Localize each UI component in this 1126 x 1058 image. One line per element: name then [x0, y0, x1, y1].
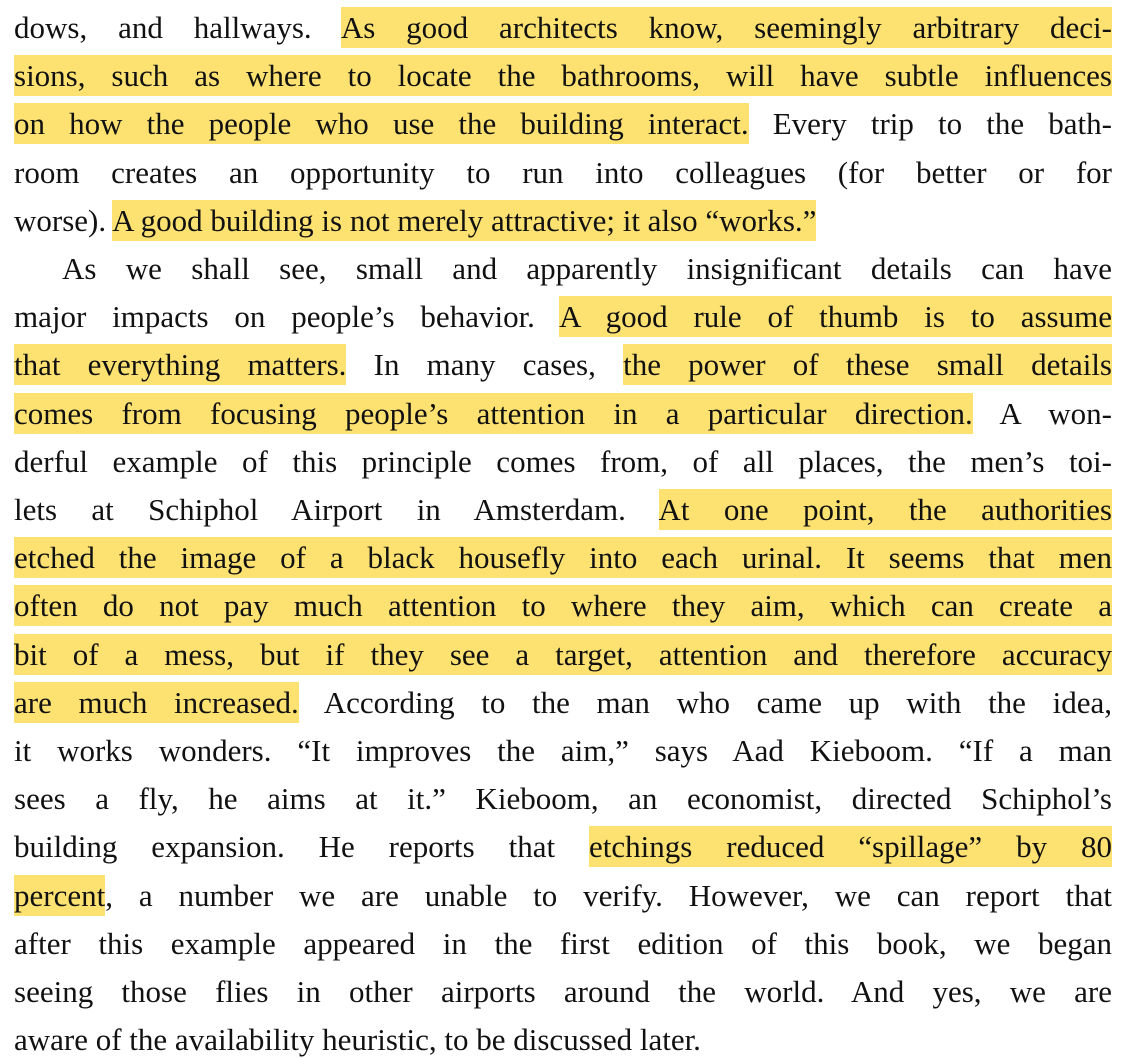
highlighted-text: A good building is not merely attractive; it also “works.”	[112, 200, 816, 241]
plain-text: In many cases,	[346, 347, 624, 383]
plain-text: room creates an opportunity to run into colleagues (for better or for	[14, 154, 1112, 190]
text-line	[14, 293, 1112, 341]
text-line	[14, 341, 1112, 389]
text-line	[14, 100, 1112, 148]
plain-text: lets at Schiphol Airport in Amsterdam.	[14, 492, 659, 527]
text-line	[62, 245, 1112, 293]
text-line	[14, 197, 816, 245]
plain-text: sees a fly, he aims at it.” Kieboom, an economist, directed Schiphol’s	[14, 781, 1112, 817]
text-line	[14, 727, 1112, 775]
text-line	[14, 920, 1112, 968]
plain-text: building expansion. He reports that	[14, 829, 590, 865]
plain-text: Every trip to the bath-	[748, 106, 1112, 142]
highlighted-text: on how the people who use the building interact.	[14, 103, 749, 144]
plain-text: major impacts on people’s behavior.	[14, 299, 560, 335]
highlighted-text: sions, such as where to locate the bathrooms, will have subtle influences	[14, 55, 1112, 96]
text-line	[14, 52, 1112, 100]
plain-text: A won-	[972, 395, 1112, 431]
text-line	[14, 486, 1112, 534]
plain-text: dows, and hallways.	[14, 10, 341, 45]
plain-text: after this example appeared in the first edition of this book, we began	[14, 925, 1112, 961]
highlighted-text: etched the image of a black housefly into each urinal. It seems that men	[14, 537, 1112, 578]
highlighted-text: that everything matters.	[14, 344, 346, 385]
plain-text: aware of the availability heuristic, to be discussed later.	[14, 1022, 701, 1058]
plain-text: worse).	[14, 202, 113, 238]
highlighted-text: often do not pay much attention to where they aim, which can create a	[14, 585, 1112, 626]
text-line	[14, 1016, 701, 1058]
text-line	[14, 823, 1112, 871]
text-line	[14, 631, 1112, 679]
text-line	[14, 775, 1112, 823]
text-line	[14, 582, 1112, 630]
highlighted-text: are much increased.	[14, 682, 299, 723]
plain-text: As we shall see, small and apparently insignificant details can have	[62, 251, 1112, 286]
plain-text: , a number we are unable to verify. However, we can report that	[105, 877, 1112, 913]
plain-text: seeing those flies in other airports around the world. And yes, we are	[14, 974, 1112, 1009]
text-line	[14, 968, 1112, 1016]
text-line	[14, 534, 1112, 582]
plain-text: According to the man who came up with the idea,	[298, 684, 1112, 720]
highlighted-text: the power of these small details	[623, 344, 1112, 385]
highlighted-text: A good rule of thumb is to assume	[559, 296, 1112, 337]
text-line	[14, 149, 1112, 197]
highlighted-text: percent	[14, 875, 105, 916]
highlighted-text: comes from focusing people’s attention in a particular direction.	[14, 393, 973, 434]
text-line	[14, 679, 1112, 727]
text-line	[14, 390, 1112, 438]
text-line	[14, 4, 1112, 52]
text-line	[14, 438, 1112, 486]
text-line	[14, 872, 1112, 920]
highlighted-text: etchings reduced “spillage” by 80	[589, 826, 1112, 867]
plain-text: derful example of this principle comes from, of all places, the men’s toi-	[14, 443, 1112, 479]
highlighted-text: bit of a mess, but if they see a target, attention and therefore accuracy	[14, 634, 1112, 675]
plain-text: it works wonders. “It improves the aim,” says Aad Kieboom. “If a man	[14, 733, 1112, 768]
highlighted-text: At one point, the authorities	[659, 489, 1112, 530]
highlighted-text: As good architects know, seemingly arbitrary deci-	[341, 7, 1112, 48]
